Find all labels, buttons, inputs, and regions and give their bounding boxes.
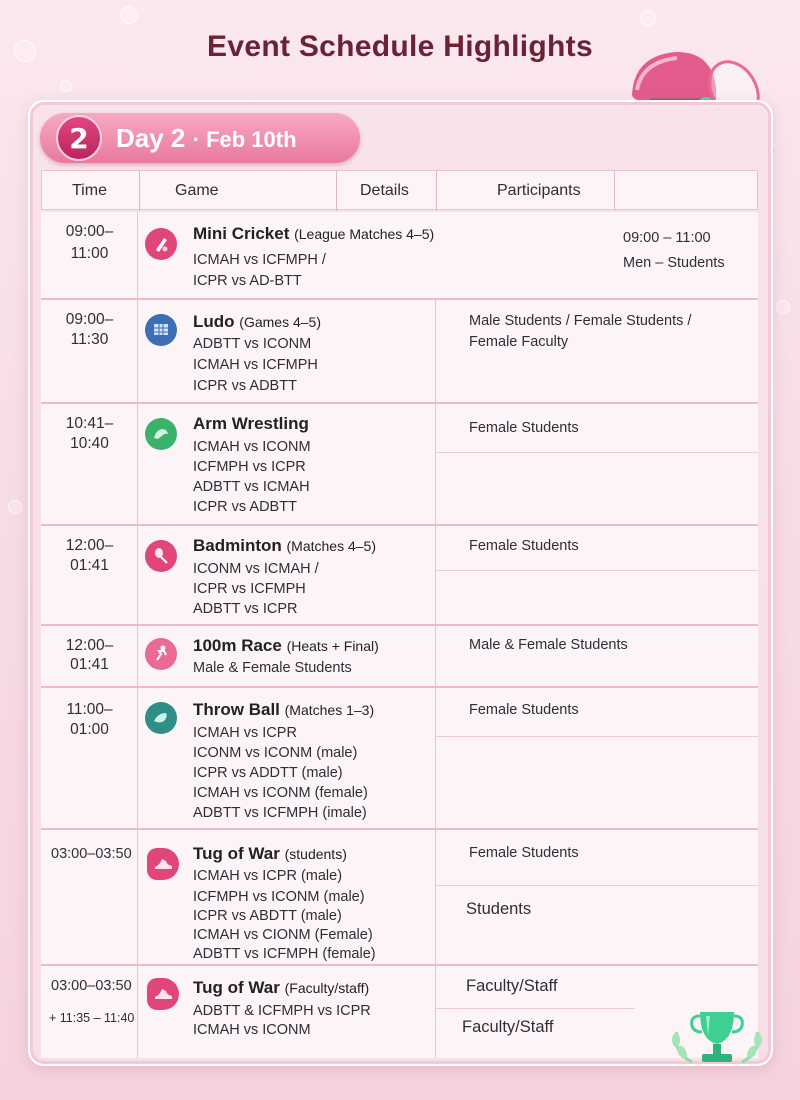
time-cell bbox=[41, 212, 138, 298]
game-title: Badminton bbox=[193, 536, 282, 555]
match-line: ICMAH vs ICPR (male) bbox=[193, 868, 343, 884]
match-line: ICPR vs AD-BTT bbox=[193, 273, 302, 289]
time-end: 10:40 bbox=[70, 435, 109, 452]
time-cell bbox=[41, 626, 138, 686]
game-title: Tug of War bbox=[193, 978, 280, 997]
time-start: 12:00– bbox=[65, 637, 114, 654]
bubble-decoration bbox=[8, 500, 22, 514]
column-divider bbox=[435, 626, 436, 686]
column-divider bbox=[435, 830, 436, 964]
throw-ball-icon bbox=[145, 702, 177, 734]
table-row bbox=[41, 830, 758, 966]
column-divider bbox=[435, 526, 436, 624]
time-start: 09:00– bbox=[65, 223, 114, 240]
match-line: ADBTT & ICFMPH vs ICPR bbox=[193, 1003, 371, 1019]
participants-text: Female Students bbox=[469, 845, 579, 861]
game-subtitle: (Matches 4–5) bbox=[286, 538, 376, 554]
time-start: 11:00– bbox=[66, 701, 113, 718]
column-divider bbox=[435, 404, 436, 524]
game-title: Ludo bbox=[193, 312, 235, 331]
time-start: 09:00– bbox=[65, 311, 114, 328]
badminton-icon bbox=[145, 540, 177, 572]
column-divider bbox=[435, 300, 436, 402]
game-title: Tug of War bbox=[193, 844, 280, 863]
participants-text: Faculty/Staff bbox=[466, 977, 558, 995]
game-name bbox=[193, 536, 376, 556]
match-line: ICMAH vs ICONM (female) bbox=[193, 785, 368, 801]
page-title: Event Schedule Highlights bbox=[207, 30, 593, 63]
header-divider bbox=[614, 171, 615, 211]
participants-text: Female Students bbox=[469, 538, 579, 554]
row-subdivider bbox=[435, 1008, 635, 1009]
table-row bbox=[41, 966, 758, 1058]
bubble-decoration bbox=[60, 80, 72, 92]
arm-wrestling-icon bbox=[145, 418, 177, 450]
participants-text: Faculty/Staff bbox=[462, 1018, 554, 1036]
bubble-decoration bbox=[120, 6, 138, 24]
time-cell bbox=[41, 526, 138, 624]
table-row bbox=[41, 404, 758, 526]
time-range: 03:00–03:50 bbox=[51, 978, 132, 994]
table-row bbox=[41, 626, 758, 688]
ludo-board-icon bbox=[145, 314, 177, 346]
sneaker-icon bbox=[147, 978, 179, 1010]
match-line: ICPR vs ADBTT bbox=[193, 378, 297, 394]
bubble-decoration bbox=[776, 300, 790, 314]
time-end: 01:41 bbox=[70, 656, 109, 673]
game-name bbox=[193, 700, 374, 720]
game-subtitle: (League Matches 4–5) bbox=[294, 226, 435, 242]
header-time: Time bbox=[72, 182, 107, 199]
cricket-icon bbox=[145, 228, 177, 260]
game-title: Throw Ball bbox=[193, 700, 280, 719]
game-subtitle: (Matches 1–3) bbox=[284, 702, 375, 718]
participants-text: Male & Female Students bbox=[469, 637, 628, 653]
match-line: ADBTT vs ICMAH bbox=[193, 479, 310, 495]
match-line: ICFMPH vs ICONM (male) bbox=[193, 889, 365, 905]
table-header bbox=[41, 170, 758, 210]
time-end: 11:00 bbox=[70, 245, 109, 262]
game-title: Arm Wrestling bbox=[193, 414, 309, 433]
time-end: 11:30 bbox=[70, 331, 109, 348]
match-line: ADBTT vs ICFMPH (female) bbox=[193, 946, 376, 962]
header-game: Game bbox=[175, 182, 219, 199]
day-label: Day 2 bbox=[116, 122, 186, 153]
time-cell bbox=[41, 830, 138, 964]
time-cell bbox=[41, 966, 138, 1058]
participants-text: Female Students bbox=[469, 702, 579, 718]
game-title: Mini Cricket bbox=[193, 224, 290, 243]
header-participants: Participants bbox=[497, 182, 581, 199]
time-cell bbox=[41, 688, 138, 828]
game-subtitle: (Games 4–5) bbox=[239, 314, 321, 330]
match-line: ICMAH vs ICPR bbox=[193, 725, 297, 741]
participants-text: Men – Students bbox=[623, 255, 725, 271]
bubble-decoration bbox=[640, 10, 656, 26]
match-line: ICMAH vs ICFMPH bbox=[193, 357, 318, 373]
row-subdivider bbox=[435, 736, 758, 737]
schedule-table bbox=[41, 170, 758, 210]
row-subdivider bbox=[435, 452, 758, 453]
match-line: ICMAH vs ICFMPH / bbox=[193, 252, 326, 268]
day-date: · Feb 10th bbox=[192, 126, 297, 152]
row-subdivider bbox=[435, 570, 758, 571]
match-line: ICMAH vs ICONM bbox=[193, 439, 311, 455]
column-divider bbox=[435, 966, 436, 1058]
participants-text: Female Faculty bbox=[469, 334, 569, 350]
participants-text: Male Students / Female Students / bbox=[469, 313, 692, 329]
game-name bbox=[193, 224, 434, 244]
row-subdivider bbox=[435, 885, 758, 886]
participants-text: 09:00 – 11:00 bbox=[623, 230, 711, 246]
game-name bbox=[193, 636, 379, 656]
day-number-badge: 2 bbox=[56, 115, 102, 161]
time-start: 12:00– bbox=[65, 537, 114, 554]
match-line: ICPR vs ICFMPH bbox=[193, 581, 306, 597]
match-line: ICMAH vs ICONM bbox=[193, 1022, 311, 1038]
match-line: ICPR vs ADBTT bbox=[193, 499, 297, 515]
time-end: 01:41 bbox=[70, 557, 109, 574]
trophy-icon bbox=[662, 1002, 772, 1072]
game-subtitle: (Heats + Final) bbox=[286, 638, 379, 654]
match-line: ICPR vs ABDTT (male) bbox=[193, 908, 342, 924]
match-line: ADBTT vs ICPR bbox=[193, 601, 298, 617]
header-details: Details bbox=[360, 182, 409, 199]
game-name bbox=[193, 312, 321, 332]
game-name bbox=[193, 414, 309, 434]
match-line: ICONM vs ICONM (male) bbox=[193, 745, 358, 761]
time-cell bbox=[41, 404, 138, 524]
time-range: 03:00–03:50 bbox=[51, 846, 132, 862]
participants-text: Female Students bbox=[469, 420, 579, 436]
table-row bbox=[41, 300, 758, 404]
match-line: ADBTT vs ICONM bbox=[193, 336, 312, 352]
day-title bbox=[116, 123, 297, 154]
match-line: ICPR vs ADDTT (male) bbox=[193, 765, 343, 781]
match-line: ICONM vs ICMAH / bbox=[193, 561, 319, 577]
table-row bbox=[41, 212, 758, 300]
header-divider bbox=[139, 171, 140, 211]
time-end: 01:00 bbox=[70, 721, 109, 738]
column-divider bbox=[435, 688, 436, 828]
runner-icon bbox=[145, 638, 177, 670]
game-name bbox=[193, 844, 347, 864]
table-row bbox=[41, 688, 758, 830]
header-divider bbox=[336, 171, 337, 211]
day-banner bbox=[40, 113, 360, 163]
match-line: ICMAH vs CIONM (Female) bbox=[193, 927, 373, 943]
match-line: ADBTT vs ICFMPH (imale) bbox=[193, 805, 367, 821]
match-line: Male & Female Students bbox=[193, 660, 352, 676]
game-subtitle: (Faculty/staff) bbox=[284, 980, 370, 996]
participants-text: Students bbox=[466, 900, 532, 918]
header-divider bbox=[436, 171, 437, 211]
time-start: 10:41– bbox=[65, 415, 114, 432]
time-extra: + 11:35 – 11:40 bbox=[49, 1011, 135, 1025]
sneaker-icon bbox=[147, 848, 179, 880]
game-title: 100m Race bbox=[193, 636, 282, 655]
table-row bbox=[41, 526, 758, 626]
match-line: ICFMPH vs ICPR bbox=[193, 459, 306, 475]
game-name bbox=[193, 978, 369, 998]
time-cell bbox=[41, 300, 138, 402]
game-subtitle: (students) bbox=[284, 846, 347, 862]
